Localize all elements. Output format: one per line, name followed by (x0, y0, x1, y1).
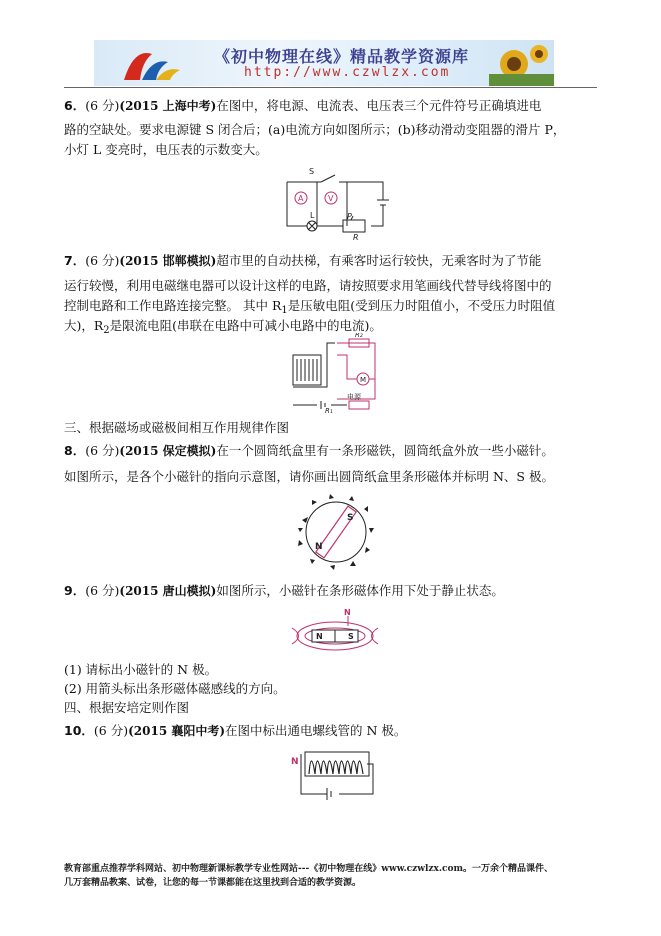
q8-text-1: 在一个圆筒纸盒里有一条形磁铁，圆筒纸盒外放一些小磁针。 (216, 443, 554, 458)
q6-label-p: P (347, 212, 352, 221)
q7-text-3a: 控制电路和工作电路连接完整。 其中 R (64, 298, 282, 313)
q7-text-4b: 是限流电阻(串联在电路中可减小电路中的电流)。 (109, 318, 382, 333)
q7-line2: 运行较慢，利用电磁继电器可以设计这样的电路，请按照要求用笔画线代替导线将图中的 (64, 278, 552, 293)
q8-number: 8． (64, 443, 86, 458)
q6-source: (2015 上海中考) (119, 99, 217, 113)
q8-score: (6 分) (85, 443, 120, 458)
q9-label-left: N (316, 632, 323, 641)
q7-text-3b: 是压敏电阻(受到压力时阻值小，不受压力时阻值 (287, 298, 556, 313)
q7-line1 (64, 251, 592, 271)
q8-line1 (64, 441, 592, 461)
q8-label-s: S (347, 513, 354, 523)
section3-title: 三、根据磁场或磁极间相互作用规律作图 (64, 420, 290, 435)
q7-text-1: 超市里的自动扶梯，有乘客时运行较快，无乘客时为了节能 (216, 253, 542, 268)
page-footer (64, 862, 604, 890)
footer-line1: 教育部重点推荐学科网站、初中物理新课标教学专业性网站---《初中物理在线》www.czwlzx.com。一万余个精品课件、 (64, 864, 554, 874)
q6-line1 (64, 96, 592, 116)
q10-number: 10． (64, 723, 94, 738)
q9-source: (2015 唐山模拟) (119, 584, 217, 598)
q6-label-a: A (298, 194, 304, 203)
q7-sub-2: 2 (103, 325, 110, 336)
q6-number: 6． (64, 98, 86, 113)
q10-text-1: 在图中标出通电螺线管的 N 极。 (225, 723, 407, 738)
section4-title: 四、根据安培定则作图 (64, 700, 190, 715)
q10-source: (2015 襄阳中考) (128, 724, 226, 738)
q10-solenoid-figure (287, 746, 379, 802)
footer-line2: 几万套精品教案、试卷，让您的每一节课都能在这里找到合适的教学资源。 (64, 878, 362, 888)
q6-mark-a: (a) (268, 122, 286, 137)
q6-score: (6 分) (85, 98, 120, 113)
q6-line3: 小灯 L 变亮时，电压表的示数变大。 (64, 142, 268, 157)
q7-label-m: M (360, 376, 367, 384)
q8-source: (2015 保定模拟) (119, 444, 217, 458)
banner-url: http://www.czwlzx.com (244, 65, 451, 80)
q9-item2: (2) 用箭头标出条形磁体磁感线的方向。 (64, 681, 286, 696)
q7-label-power: 电源 (347, 393, 361, 401)
q10-label-n: N (291, 757, 299, 767)
q6-text-2c: 移动滑动变阻器的滑片 P， (415, 122, 566, 137)
q10-line1 (64, 721, 592, 741)
q7-score: (6 分) (85, 253, 120, 268)
q7-label-r1: R₁ (325, 407, 333, 415)
q9-magnet-figure (290, 606, 380, 660)
header-rule (64, 87, 597, 88)
q6-label-r: R (353, 233, 359, 240)
q7-label-r2: R₂ (355, 333, 363, 339)
q8-line2: 如图所示，是各个小磁针的指向示意图，请你画出圆筒纸盒里条形磁体并标明 N、S 极。 (64, 469, 554, 484)
q7-text-4a: 大)，R (64, 318, 104, 333)
q7-number: 7． (64, 253, 86, 268)
q7-relay-figure (287, 333, 387, 415)
q9-label-right: S (348, 632, 354, 641)
q6-line2 (64, 120, 592, 140)
q9-score: (6 分) (85, 583, 120, 598)
q8-compass-figure (294, 492, 378, 572)
q9-item1: (1) 请标出小磁针的 N 极。 (64, 662, 218, 677)
q9-number: 9． (64, 583, 86, 598)
q6-label-v: V (328, 194, 334, 203)
q7-sub-1: 1 (281, 305, 288, 316)
q6-text-1: 在图中，将电源、电流表、电压表三个元件符号正确填进电 (216, 98, 542, 113)
q9-line1 (64, 581, 592, 601)
banner-title: 《初中物理在线》精品教学资源库 (214, 47, 470, 66)
q9-label-top: N (344, 608, 351, 617)
q6-circuit-figure (283, 162, 393, 240)
q6-label-s: S (309, 167, 315, 176)
q6-text-2: 路的空缺处。要求电源键 S 闭合后； (64, 122, 269, 137)
q6-text-2b: 电流方向如图所示； (285, 122, 398, 137)
q10-score: (6 分) (93, 723, 129, 738)
q6-label-l: L (310, 211, 315, 220)
header-banner (94, 40, 554, 86)
q7-source: (2015 邯郸模拟) (119, 254, 217, 268)
q9-text-1: 如图所示，小磁针在条形磁体作用下处于静止状态。 (216, 583, 504, 598)
q6-mark-b: (b) (397, 122, 416, 137)
q8-label-n: N (315, 542, 323, 552)
